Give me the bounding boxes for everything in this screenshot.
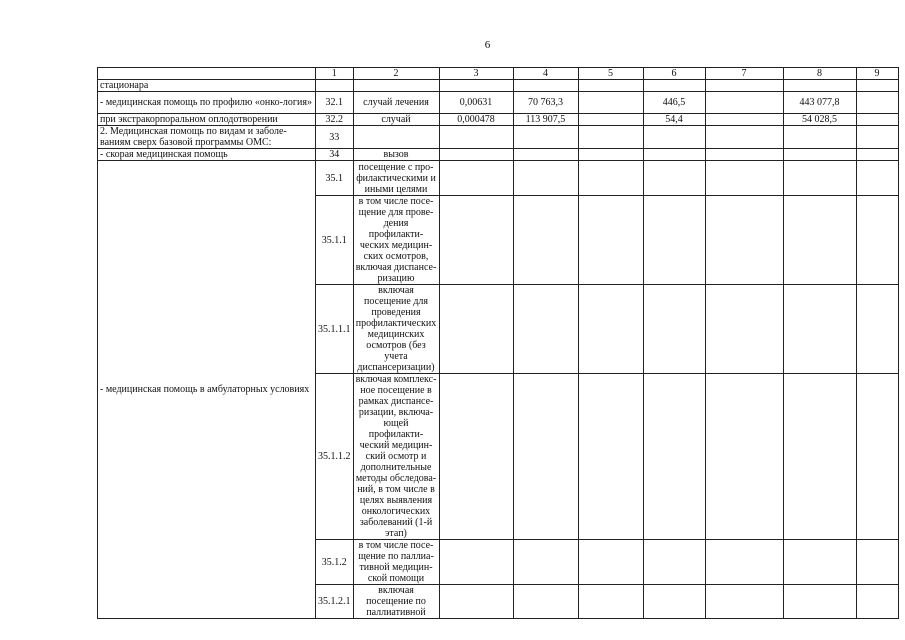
row-code: 32.1	[316, 92, 354, 114]
value-cell: 443 077,8	[783, 92, 856, 114]
value-cell	[578, 80, 643, 92]
value-cell	[783, 540, 856, 585]
value-cell	[513, 374, 578, 540]
row-code: 35.1	[316, 161, 354, 196]
value-cell	[578, 540, 643, 585]
value-cell	[578, 161, 643, 196]
value-cell	[705, 126, 783, 149]
value-cell	[783, 149, 856, 161]
value-cell	[578, 585, 643, 619]
header-cell: 3	[439, 68, 513, 80]
value-cell	[643, 149, 705, 161]
table-row	[98, 80, 899, 92]
value-cell	[439, 80, 513, 92]
row-code	[316, 80, 354, 92]
row-code: 34	[316, 149, 354, 161]
value-cell: 113 907,5	[513, 114, 578, 126]
value-cell	[643, 161, 705, 196]
value-cell	[578, 126, 643, 149]
header-cell: 5	[578, 68, 643, 80]
value-cell	[578, 285, 643, 374]
value-cell	[643, 126, 705, 149]
value-cell	[643, 585, 705, 619]
row-label: 2. Медицинская помощь по видам и заболе-ваниям сверх базовой программы ОМС:	[98, 126, 316, 149]
value-cell	[856, 585, 898, 619]
value-cell: 446,5	[643, 92, 705, 114]
value-cell	[783, 285, 856, 374]
value-cell: 54 028,5	[783, 114, 856, 126]
unit-cell: случай	[353, 114, 439, 126]
value-cell	[856, 92, 898, 114]
header-cell: 2	[353, 68, 439, 80]
table-row	[98, 161, 899, 196]
value-cell	[643, 285, 705, 374]
value-cell	[856, 285, 898, 374]
value-cell	[705, 374, 783, 540]
value-cell	[705, 149, 783, 161]
row-code: 35.1.1.2	[316, 374, 354, 540]
value-cell	[643, 540, 705, 585]
unit-cell	[353, 126, 439, 149]
unit-cell: посещение с про-филактическими и иными целями	[353, 161, 439, 196]
header-cell: 6	[643, 68, 705, 80]
value-cell	[705, 585, 783, 619]
value-cell	[439, 149, 513, 161]
value-cell: 0,000478	[439, 114, 513, 126]
value-cell	[439, 161, 513, 196]
header-cell: 8	[783, 68, 856, 80]
value-cell	[856, 196, 898, 285]
row-code: 33	[316, 126, 354, 149]
value-cell	[643, 80, 705, 92]
value-cell	[705, 92, 783, 114]
value-cell	[705, 80, 783, 92]
value-cell	[513, 196, 578, 285]
value-cell	[513, 149, 578, 161]
value-cell	[856, 126, 898, 149]
value-cell	[578, 149, 643, 161]
row-label: - скорая медицинская помощь	[98, 149, 316, 161]
value-cell	[578, 114, 643, 126]
value-cell	[513, 126, 578, 149]
unit-cell: включая комплекс-ное посещение в рамках диспансе-ризации, включа-ющей профилакти-ческий медицин-ский осмотр и дополнительные методы обследова-ний, в том числе в целях выявления онкологических заболеваний (1-й этап)	[353, 374, 439, 540]
table-row	[98, 149, 899, 161]
value-cell	[439, 196, 513, 285]
table-row	[98, 114, 899, 126]
value-cell	[513, 585, 578, 619]
value-cell	[643, 196, 705, 285]
value-cell	[705, 196, 783, 285]
row-code: 35.1.1.1	[316, 285, 354, 374]
value-cell	[783, 80, 856, 92]
value-cell	[439, 540, 513, 585]
row-label: при экстракорпоральном оплодотворении	[98, 114, 316, 126]
value-cell	[513, 285, 578, 374]
value-cell	[705, 285, 783, 374]
value-cell: 70 763,3	[513, 92, 578, 114]
header-cell: 9	[856, 68, 898, 80]
data-table	[97, 67, 899, 619]
value-cell	[705, 161, 783, 196]
column-number-row	[98, 68, 899, 80]
row-label: стационара	[98, 80, 316, 92]
value-cell	[783, 196, 856, 285]
value-cell	[856, 540, 898, 585]
value-cell: 54,4	[643, 114, 705, 126]
row-code: 35.1.2.1	[316, 585, 354, 619]
row-code: 35.1.2	[316, 540, 354, 585]
value-cell: 0,00631	[439, 92, 513, 114]
value-cell	[578, 374, 643, 540]
row-label: - медицинская помощь по профилю «онко-логия»	[98, 92, 316, 114]
value-cell	[856, 161, 898, 196]
unit-cell: включая посещение для проведения профилактических медицинских осмотров (без учета диспансеризации)	[353, 285, 439, 374]
value-cell	[439, 126, 513, 149]
page-number: 6	[484, 39, 491, 51]
value-cell	[513, 540, 578, 585]
unit-cell: случай лечения	[353, 92, 439, 114]
value-cell	[783, 161, 856, 196]
value-cell	[578, 92, 643, 114]
table-row	[98, 92, 899, 114]
row-code: 35.1.1	[316, 196, 354, 285]
value-cell	[856, 149, 898, 161]
value-cell	[856, 80, 898, 92]
value-cell	[439, 374, 513, 540]
value-cell	[783, 585, 856, 619]
value-cell	[513, 80, 578, 92]
header-cell	[98, 68, 316, 80]
value-cell	[439, 285, 513, 374]
value-cell	[705, 540, 783, 585]
value-cell	[643, 374, 705, 540]
value-cell	[783, 374, 856, 540]
value-cell	[439, 585, 513, 619]
table-row	[98, 126, 899, 149]
value-cell	[578, 196, 643, 285]
header-cell: 4	[513, 68, 578, 80]
header-cell: 7	[705, 68, 783, 80]
value-cell	[705, 114, 783, 126]
ambulatory-label: - медицинская помощь в амбулаторных условиях	[98, 161, 316, 619]
unit-cell: вызов	[353, 149, 439, 161]
row-code: 32.2	[316, 114, 354, 126]
unit-cell	[353, 80, 439, 92]
header-cell: 1	[316, 68, 354, 80]
value-cell	[856, 374, 898, 540]
value-cell	[856, 114, 898, 126]
unit-cell: включая посещение по паллиативной	[353, 585, 439, 619]
unit-cell: в том числе посе-щение для прове-дения профилакти-ческих медицин-ских осмотров, включая диспансе-ризацию	[353, 196, 439, 285]
value-cell	[513, 161, 578, 196]
unit-cell: в том числе посе-щение по паллиа-тивной медицин-ской помощи	[353, 540, 439, 585]
value-cell	[783, 126, 856, 149]
